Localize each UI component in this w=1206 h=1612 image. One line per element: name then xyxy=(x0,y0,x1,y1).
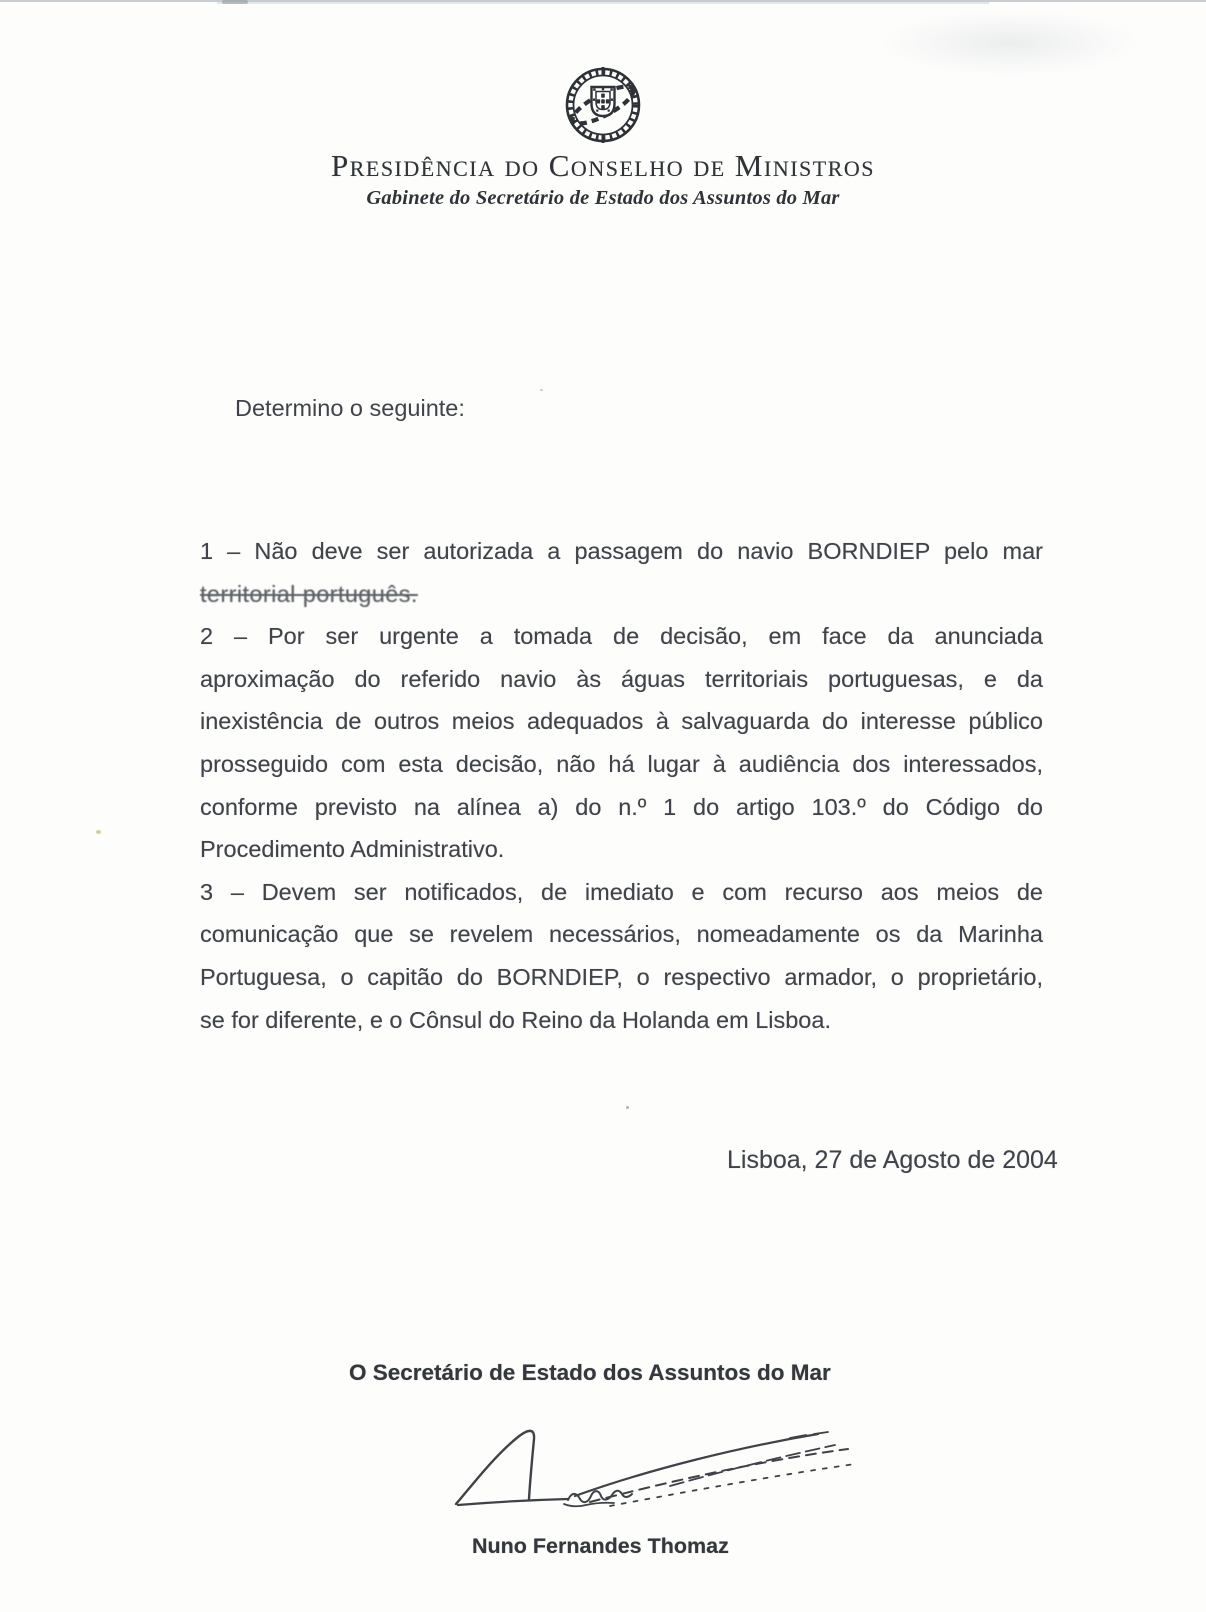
letterhead xyxy=(0,62,1206,210)
signatory-name: Nuno Fernandes Thomaz xyxy=(472,1534,729,1558)
scan-speck-artifact xyxy=(540,389,543,391)
body-line: aproximação do referido navio às águas territoriais portuguesas, e da xyxy=(200,665,1043,692)
body-text xyxy=(200,530,1043,1041)
scan-speck-artifact xyxy=(626,1106,629,1109)
scan-top-edge-artifact xyxy=(222,0,248,4)
dateline: Lisboa, 27 de Agosto de 2004 xyxy=(727,1146,1058,1174)
body-line: inexistência de outros meios adequados à salvaguarda do interesse público xyxy=(200,708,1043,735)
body-line: comunicação que se revelem necessários, nomeadamente os da Marinha xyxy=(200,921,1043,948)
body-line: 3 – Devem ser notificados, de imediato e com recurso aos meios de xyxy=(200,878,1043,905)
body-line: Portuguesa, o capitão do BORNDIEP, o respectivo armador, o proprietário, xyxy=(200,963,1043,990)
signature xyxy=(440,1414,870,1509)
body-line: conforme previsto na alínea a) do n.º 1 do artigo 103.º do Código do xyxy=(200,793,1043,820)
letterhead-subtitle: Gabinete do Secretário de Estado dos Assuntos do Mar xyxy=(366,187,840,209)
body-line: prosseguido com esta decisão, não há lugar à audiência dos interessados, xyxy=(200,750,1043,777)
struck-through-text: territorial português. xyxy=(200,580,418,607)
signatory-role: O Secretário de Estado dos Assuntos do Mar xyxy=(349,1360,831,1385)
scan-speck-artifact xyxy=(96,830,101,834)
intro-line: Determino o seguinte: xyxy=(235,395,465,421)
body-line xyxy=(200,573,1043,616)
portugal-coat-of-arms-icon xyxy=(563,62,643,146)
body-line: 2 – Por ser urgente a tomada de decisão, em face da anunciada xyxy=(200,623,1043,650)
letterhead-title: Presidência do Conselho de Ministros xyxy=(330,148,876,183)
body-line: se for diferente, e o Cônsul do Reino da Holanda em Lisboa. xyxy=(200,1006,831,1033)
body-line: 1 – Não deve ser autorizada a passagem do navio BORNDIEP pelo mar xyxy=(200,538,1043,564)
body-line: Procedimento Administrativo. xyxy=(200,836,505,863)
scan-top-edge-artifact xyxy=(217,2,989,4)
